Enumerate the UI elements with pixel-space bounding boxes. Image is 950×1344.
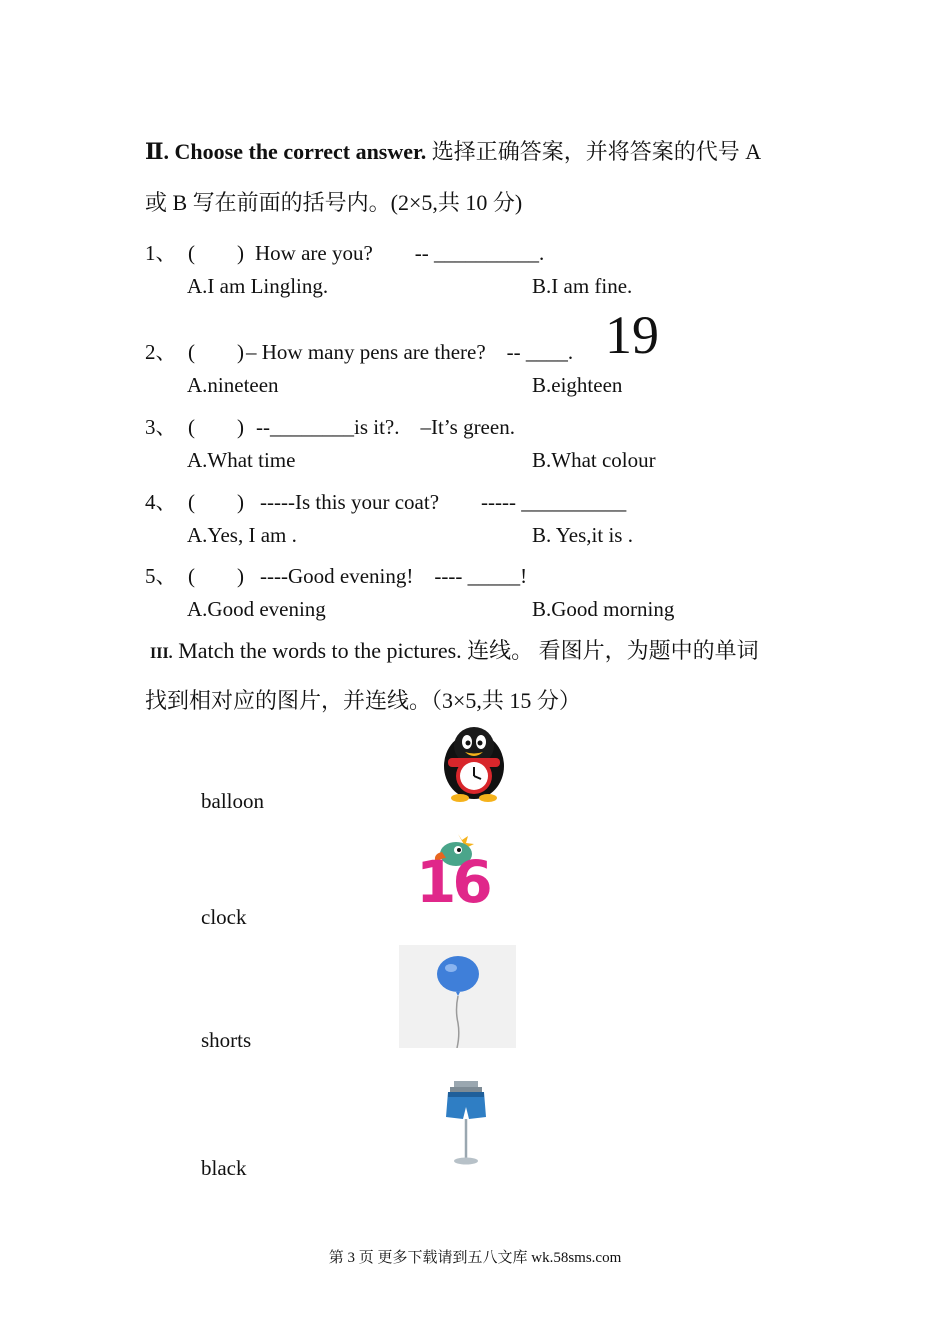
page-footer: 第 3 页 更多下载请到五八文库 wk.58sms.com	[328, 1250, 622, 1266]
question-2-number: 2、	[145, 340, 177, 364]
question-1-text: How are you? -- __________.	[255, 241, 545, 265]
section-2-title-en: . Choose the correct answer.	[163, 139, 427, 164]
question-2-text: – How many pens are there? -- ____.	[246, 340, 574, 364]
question-1-answer-paren[interactable]: ( )	[188, 241, 244, 265]
section-2-numeral: Ⅱ	[145, 139, 164, 164]
question-1-option-b: B.I am fine.	[532, 274, 633, 298]
question-4-answer-paren[interactable]: ( )	[188, 490, 244, 514]
question-5-text: ----Good evening! ---- _____!	[260, 564, 528, 588]
match-word-balloon[interactable]: balloon	[201, 789, 264, 813]
section-2-title-cn: 选择正确答案，并将答案的代号 A	[426, 139, 762, 164]
question-5-option-a: A.Good evening	[187, 597, 326, 621]
question-3-answer-paren[interactable]: ( )	[188, 415, 244, 439]
section-3-title: Match the words to the pictures. 连线。 看图片，为题中的单词	[172, 638, 759, 663]
shorts-hanger-icon[interactable]	[441, 1079, 491, 1167]
section-3-numeral: III.	[150, 645, 173, 662]
parrot-16-picture[interactable]	[414, 832, 506, 916]
question-1-number: 1、	[145, 241, 177, 265]
question-4-number: 4、	[145, 490, 177, 514]
question-5-option-b: B.Good morning	[532, 597, 675, 621]
section-2-heading	[145, 135, 761, 166]
number-19-picture: 19	[605, 305, 659, 365]
match-word-clock[interactable]: clock	[201, 905, 247, 929]
question-2-answer-paren[interactable]: ( )	[188, 340, 244, 364]
section-3-subtitle: 找到相对应的图片，并连线。（3×5,共 15 分）	[145, 688, 581, 713]
section-2-subtitle: 或 B 写在前面的括号内。(2×5,共 10 分)	[145, 190, 523, 215]
question-3-option-b: B.What colour	[532, 448, 656, 472]
match-word-black[interactable]: black	[201, 1156, 247, 1180]
question-5-number: 5、	[145, 564, 177, 588]
penguin-clock-icon[interactable]	[438, 724, 510, 802]
question-3-option-a: A.What time	[187, 448, 296, 472]
question-4-text: -----Is this your coat? ----- __________	[260, 490, 627, 514]
question-1-option-a: A.I am Lingling.	[187, 274, 329, 298]
number-16-text: 16	[416, 848, 489, 916]
question-2-option-a: A.nineteen	[187, 373, 279, 397]
question-2-option-b: B.eighteen	[532, 373, 623, 397]
question-5-answer-paren[interactable]: ( )	[188, 564, 244, 588]
question-3-number: 3、	[145, 415, 177, 439]
question-3-text: --________is it?. –It’s green.	[256, 415, 515, 439]
section-3-heading	[150, 634, 759, 665]
match-word-shorts[interactable]: shorts	[201, 1028, 252, 1052]
blue-balloon-icon[interactable]	[399, 945, 516, 1048]
question-4-option-b: B. Yes,it is .	[532, 523, 633, 547]
question-4-option-a: A.Yes, I am .	[187, 523, 297, 547]
